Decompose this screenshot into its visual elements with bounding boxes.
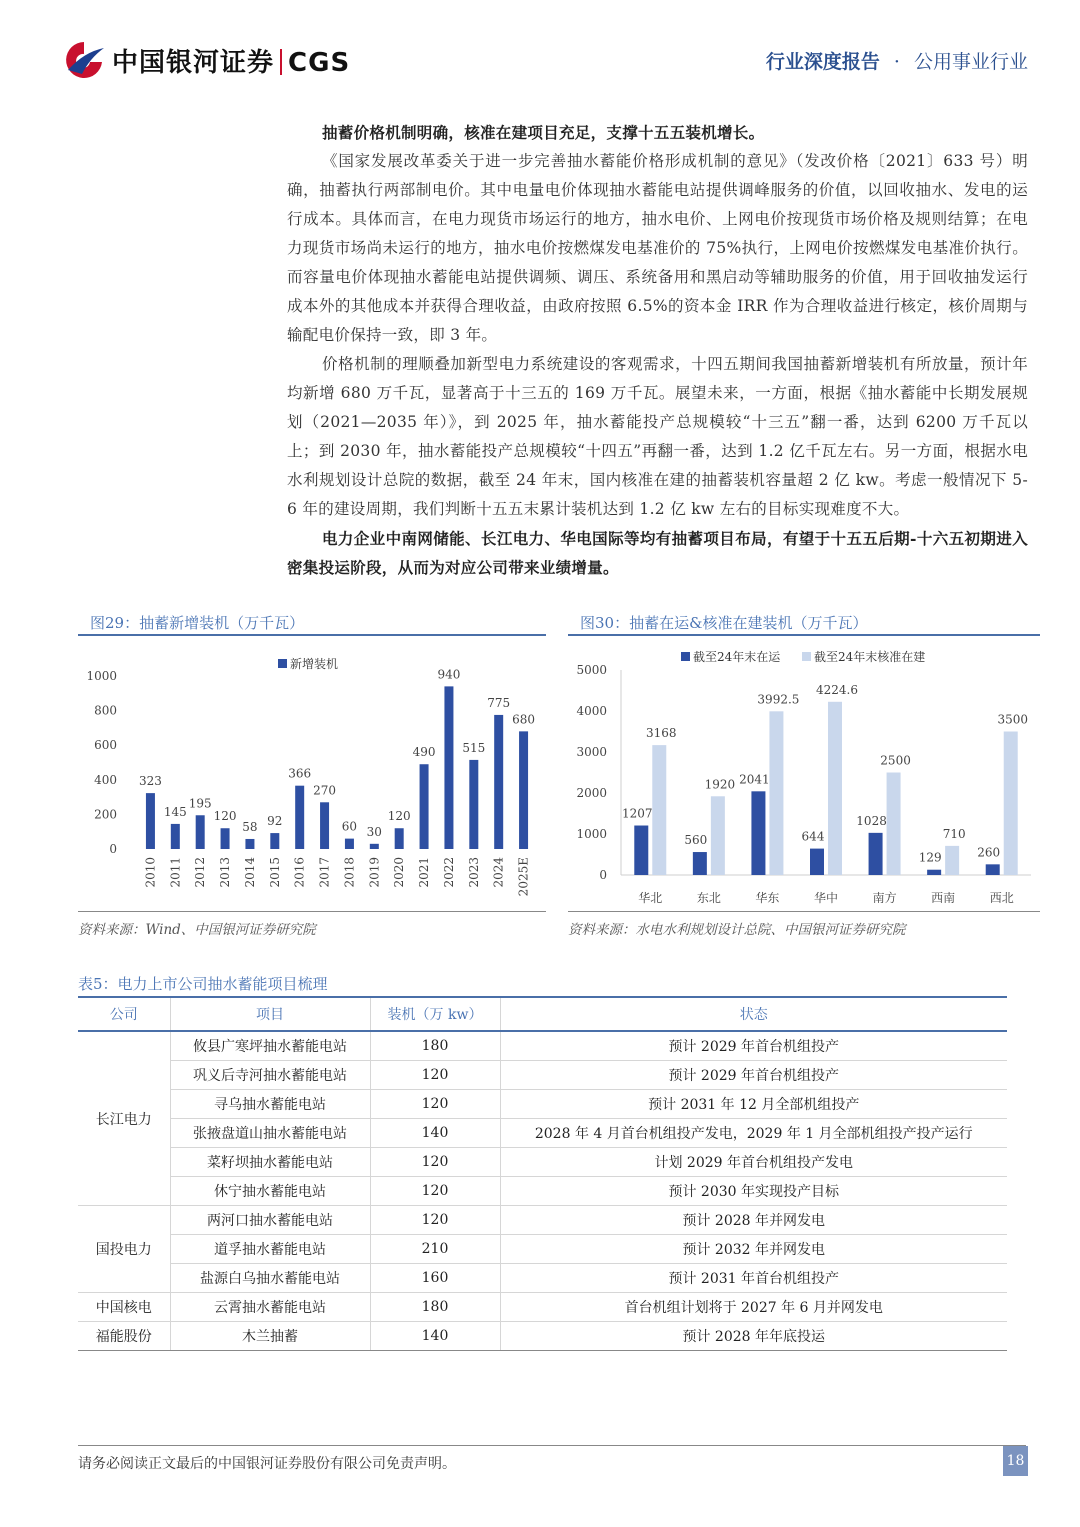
footer-disclaimer: 请务必阅读正文最后的中国银河证券股份有限公司免责声明。 [78, 1456, 456, 1472]
figure29-source: 资料来源：Wind、中国银河证券研究院 [78, 922, 316, 938]
data-label: 30 [366, 824, 382, 839]
section-heading-1: 抽蓄价格机制明确，核准在建项目充足，支撑十五五装机增长。 [322, 123, 765, 142]
table5-title: 表5：电力上市公司抽水蓄能项目梳理 [78, 975, 328, 993]
data-label: 129 [918, 850, 942, 865]
project-cell: 巩义后寺河抽水蓄能电站 [170, 1061, 370, 1090]
legend-label: 截至24年末在运 [693, 650, 781, 664]
bar-series0-华东 [751, 791, 765, 875]
status-cell: 预计 2029 年首台机组投产 [500, 1061, 1007, 1090]
data-label: 4224.6 [816, 682, 858, 697]
bar-2019 [370, 844, 379, 849]
bar-series1-华北 [652, 745, 666, 875]
y-tick-label: 600 [94, 738, 117, 753]
capacity-cell: 120 [370, 1177, 500, 1206]
capacity-cell: 120 [370, 1090, 500, 1119]
bar-2024 [494, 715, 503, 849]
company-cell: 中国核电 [78, 1293, 170, 1322]
header-separator: · [893, 51, 900, 73]
data-label: 680 [512, 712, 536, 727]
x-tick-label: 2015 [267, 857, 282, 888]
data-label: 2041 [739, 772, 770, 787]
header-report-info [766, 47, 1028, 74]
data-label: 58 [242, 819, 258, 834]
x-tick-label: 华中 [813, 891, 839, 905]
project-cell: 张掖盘道山抽水蓄能电站 [170, 1119, 370, 1148]
report-type: 行业深度报告 [765, 51, 880, 73]
y-tick-label: 4000 [576, 704, 607, 718]
x-tick-label: 2022 [441, 857, 456, 888]
data-label: 145 [163, 804, 187, 819]
bar-series1-东北 [711, 796, 725, 875]
industry-name: 公用事业行业 [913, 51, 1028, 73]
data-label: 60 [341, 819, 358, 834]
table-row [78, 1322, 1007, 1351]
project-cell: 两河口抽水蓄能电站 [170, 1206, 370, 1235]
figure29-top-rule [78, 634, 546, 636]
bar-2025E [519, 731, 528, 849]
figure30-top-rule [568, 634, 1040, 636]
data-label: 1028 [856, 813, 887, 828]
x-tick-label: 西北 [989, 891, 1014, 905]
capacity-cell: 120 [370, 1206, 500, 1235]
bar-series1-西北 [1004, 732, 1018, 876]
bar-series1-南方 [887, 773, 901, 876]
capacity-cell: 120 [370, 1061, 500, 1090]
bar-2018 [345, 839, 354, 849]
project-cell: 菜籽坝抽水蓄能电站 [170, 1148, 370, 1177]
table-row [78, 1031, 1007, 1061]
data-label: 515 [462, 740, 486, 755]
project-cell: 攸县广寒坪抽水蓄能电站 [170, 1031, 370, 1061]
table-header-row [78, 997, 1007, 1031]
x-tick-label: 2010 [143, 857, 158, 888]
footer-rule [78, 1445, 1026, 1446]
page-number: 18 [1003, 1446, 1028, 1476]
bar-series1-西南 [945, 846, 959, 875]
data-label: 92 [267, 814, 283, 829]
capacity-cell: 140 [370, 1322, 500, 1351]
bar-2016 [295, 786, 304, 849]
data-label: 775 [487, 695, 511, 710]
project-cell: 休宁抽水蓄能电站 [170, 1177, 370, 1206]
data-label: 3500 [997, 712, 1028, 727]
bar-series0-西南 [927, 870, 941, 875]
y-tick-label: 3000 [576, 745, 607, 759]
x-tick-label: 2013 [218, 857, 233, 888]
bar-series0-南方 [869, 833, 883, 875]
figure30-chart [568, 640, 1040, 910]
project-cell: 道孚抽水蓄能电站 [170, 1235, 370, 1264]
table-row [78, 1061, 1007, 1090]
cgs-logo-icon [62, 40, 106, 80]
legend-label: 新增装机 [290, 657, 339, 671]
col-header-project: 项目 [170, 997, 370, 1031]
project-cell: 木兰抽蓄 [170, 1322, 370, 1351]
x-tick-label: 2023 [466, 857, 481, 888]
figure29-bottom-rule [78, 911, 546, 912]
bar-2015 [270, 833, 279, 849]
data-label: 490 [412, 745, 436, 760]
figure30-title: 图30：抽蓄在运&核准在建装机（万千瓦） [580, 614, 868, 632]
status-cell: 2028 年 4 月首台机组投产发电，2029 年 1 月全部机组投产投产运行 [500, 1119, 1007, 1148]
projects-table [78, 996, 1007, 1351]
data-label: 3992.5 [757, 692, 800, 707]
data-label: 710 [942, 826, 966, 841]
figure30-source: 资料来源：水电水利规划设计总院、中国银河证券研究院 [568, 922, 906, 938]
legend-label: 截至24年末核准在建 [814, 650, 926, 664]
bar-series0-华北 [634, 826, 648, 875]
data-label: 1920 [704, 777, 736, 792]
x-tick-label: 南方 [872, 891, 897, 905]
bar-2011 [171, 824, 180, 849]
bar-2013 [221, 828, 230, 849]
data-label: 940 [437, 667, 461, 682]
x-tick-label: 2018 [342, 857, 357, 888]
y-tick-label: 0 [109, 842, 117, 856]
table-row [78, 1293, 1007, 1322]
data-label: 3168 [646, 726, 677, 741]
x-tick-label: 华北 [638, 891, 663, 905]
bar-2014 [245, 839, 254, 849]
bar-series1-华中 [828, 702, 842, 875]
x-tick-label: 2016 [292, 857, 307, 888]
bar-2022 [444, 686, 453, 849]
x-tick-label: 华东 [755, 891, 780, 905]
y-tick-label: 1000 [86, 669, 117, 683]
table-row [78, 1177, 1007, 1206]
legend-swatch [681, 652, 690, 661]
bar-2023 [469, 760, 478, 849]
y-tick-label: 5000 [576, 663, 607, 677]
x-tick-label: 2020 [392, 857, 407, 888]
capacity-cell: 180 [370, 1031, 500, 1061]
table-row [78, 1148, 1007, 1177]
figure29-chart [78, 640, 546, 910]
data-label: 120 [387, 809, 411, 824]
bar-2017 [320, 802, 329, 849]
status-cell: 计划 2029 年首台机组投产发电 [500, 1148, 1007, 1177]
capacity-cell: 140 [370, 1119, 500, 1148]
status-cell: 预计 2028 年并网发电 [500, 1206, 1007, 1235]
project-cell: 盐源白乌抽水蓄能电站 [170, 1264, 370, 1293]
bar-2012 [196, 815, 205, 849]
x-tick-label: 2021 [417, 857, 432, 888]
status-cell: 预计 2029 年首台机组投产 [500, 1031, 1007, 1061]
data-label: 644 [801, 829, 825, 844]
bar-series0-东北 [693, 852, 707, 875]
status-cell: 预计 2031 年首台机组投产 [500, 1264, 1007, 1293]
company-cell: 国投电力 [78, 1206, 170, 1293]
bar-series1-华东 [769, 711, 783, 875]
table-row [78, 1090, 1007, 1119]
bar-series0-西北 [986, 864, 1000, 875]
data-label: 366 [288, 766, 312, 781]
col-header-capacity: 装机（万 kw） [370, 997, 500, 1031]
table-row [78, 1206, 1007, 1235]
x-tick-label: 2011 [168, 857, 183, 888]
bar-2020 [395, 828, 404, 849]
figure30-bottom-rule [568, 911, 1040, 912]
table-row [78, 1235, 1007, 1264]
col-header-status: 状态 [500, 997, 1007, 1031]
company-cell: 福能股份 [78, 1322, 170, 1351]
y-tick-label: 2000 [576, 786, 607, 800]
data-label: 1207 [622, 806, 653, 821]
section-heading-2: 电力企业中南网储能、长江电力、华电国际等均有抽蓄项目布局，有望于十五五后期-十六五初期进入密集投运阶段，从而为对应公司带来业绩增量。 [287, 529, 1028, 577]
capacity-cell: 210 [370, 1235, 500, 1264]
x-tick-label: 2024 [491, 857, 506, 888]
status-cell: 首台机组计划将于 2027 年 6 月并网发电 [500, 1293, 1007, 1322]
status-cell: 预计 2031 年 12 月全部机组投产 [500, 1090, 1007, 1119]
x-tick-label: 2025E [516, 857, 531, 897]
capacity-cell: 120 [370, 1148, 500, 1177]
bar-2010 [146, 793, 155, 849]
col-header-company: 公司 [78, 997, 170, 1031]
project-cell: 云霄抽水蓄能电站 [170, 1293, 370, 1322]
brand-name-en: CGS [288, 48, 351, 78]
y-tick-label: 400 [94, 772, 117, 787]
capacity-cell: 160 [370, 1264, 500, 1293]
y-tick-label: 200 [94, 807, 117, 822]
capacity-cell: 180 [370, 1293, 500, 1322]
bar-series0-华中 [810, 849, 824, 875]
company-cell: 长江电力 [78, 1031, 170, 1206]
x-tick-label: 2012 [193, 857, 208, 888]
paragraph-1: 《国家发展改革委关于进一步完善抽水蓄能价格形成机制的意见》（发改价格〔2021〕633 号）明确，抽蓄执行两部制电价。其中电量电价体现抽水蓄能电站提供调峰服务的价值，以回收抽水、发电的运行成本。具体而言，在电力现货市场运行的地方，抽水电价、上网电价按现货市场价格及规则结算；在电力现货市场尚未运行的地方，抽水电价按燃煤发电基准价的 75%执行，上网电价按燃煤发电基准价执行。而容量电价体现抽水蓄能电站提供调频、调压、系统备用和黑启动等辅助服务的价值，用于回收抽发运行成本外的其他成本并获得合理收益，由政府按照 6.5%的资本金 IRR 作为合理收益进行核定，核价周期与输配电价保持一致，即 3 年。 [287, 152, 1028, 344]
data-label: 560 [684, 833, 708, 848]
y-tick-label: 800 [94, 703, 117, 718]
status-cell: 预计 2030 年实现投产目标 [500, 1177, 1007, 1206]
figure29-title: 图29：抽蓄新增装机（万千瓦） [90, 614, 305, 632]
status-cell: 预计 2028 年年底投运 [500, 1322, 1007, 1351]
y-tick-label: 0 [599, 868, 607, 882]
body-text [287, 118, 1028, 582]
x-tick-label: 东北 [696, 891, 721, 905]
table-row [78, 1119, 1007, 1148]
legend-swatch [278, 659, 287, 668]
data-label: 270 [313, 783, 337, 798]
bar-2021 [420, 764, 429, 849]
x-tick-label: 2017 [317, 857, 332, 888]
project-cell: 寻乌抽水蓄能电站 [170, 1090, 370, 1119]
legend-swatch [802, 652, 811, 661]
brand-name: 中国银河证券 [112, 48, 275, 78]
brand-logo-text [112, 42, 350, 79]
paragraph-2: 价格机制的理顺叠加新型电力系统建设的客观需求，十四五期间我国抽蓄新增装机有所放量，预计年均新增 680 万千瓦，显著高于十三五的 169 万千瓦。展望未来，一方面，根据《抽水蓄能中长期发展规划（2021—2035 年）》，到 2025 年，抽水蓄能投产总规模较“十三五”翻一番，达到 6200 万千瓦以上；到 2030 年，抽水蓄能投产总规模较“十四五”再翻一番，达到 1.2 亿千瓦左右。另一方面，根据水电水利规划设计总院的数据，截至 24 年末，国内核准在建的抽蓄装机容量超 2 亿 kw。考虑一般情况下 5-6 年的建设周期，我们判断十五五末累计装机达到 1.2 亿 kw 左右的目标实现难度不大。 [287, 355, 1028, 518]
x-tick-label: 2019 [367, 857, 382, 888]
data-label: 195 [188, 796, 212, 811]
data-label: 2500 [880, 753, 911, 768]
data-label: 260 [977, 845, 1001, 860]
x-tick-label: 西南 [931, 891, 956, 905]
data-label: 120 [213, 809, 237, 824]
table-row [78, 1264, 1007, 1293]
x-tick-label: 2014 [242, 857, 257, 888]
data-label: 323 [138, 774, 162, 789]
y-tick-label: 1000 [576, 827, 607, 841]
status-cell: 预计 2032 年并网发电 [500, 1235, 1007, 1264]
